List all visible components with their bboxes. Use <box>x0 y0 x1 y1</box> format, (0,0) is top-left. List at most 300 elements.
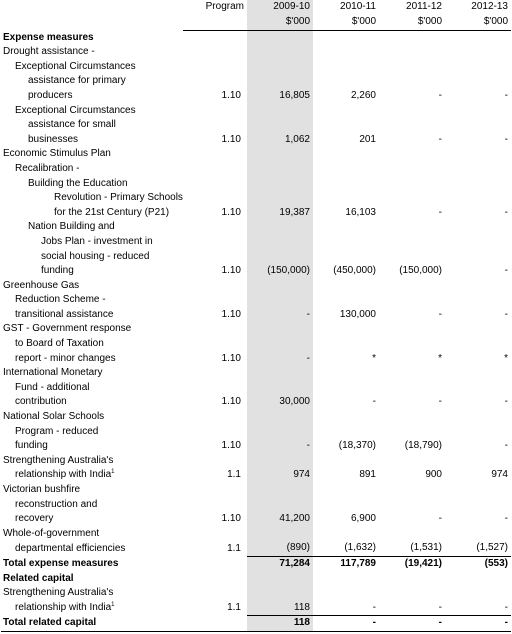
row-label <box>1 74 183 89</box>
row-value <box>313 293 379 308</box>
table-row <box>1 133 511 148</box>
row-value <box>445 483 511 498</box>
row-value <box>313 30 379 45</box>
row-label <box>1 235 183 250</box>
row-value <box>379 104 445 119</box>
row-value <box>247 104 313 119</box>
row-value: (890) <box>247 541 313 556</box>
table-row <box>1 60 511 75</box>
table-body <box>1 30 511 631</box>
table-row <box>1 74 511 89</box>
row-program: 1.10 <box>221 440 241 452</box>
row-label-text: International Monetary <box>3 367 103 379</box>
row-value: 19,387 <box>247 206 313 221</box>
row-value <box>445 30 511 45</box>
row-value <box>379 454 445 469</box>
row-label-text: Jobs Plan - investment in <box>41 235 153 247</box>
row-value <box>379 572 445 587</box>
row-value <box>313 279 379 294</box>
row-value <box>313 572 379 587</box>
row-value <box>379 147 445 162</box>
row-label-text: Whole-of-government <box>3 527 100 539</box>
row-value <box>313 586 379 601</box>
row-label-text: relationship with India <box>15 602 112 614</box>
row-program <box>183 235 247 250</box>
row-value <box>379 425 445 440</box>
row-value <box>313 366 379 381</box>
row-label <box>1 439 183 454</box>
row-label <box>1 454 183 469</box>
row-value: 41,200 <box>247 512 313 527</box>
row-value <box>247 30 313 45</box>
header-program-unit <box>183 15 247 30</box>
table-row <box>1 586 511 601</box>
row-value: 974 <box>491 469 508 481</box>
row-value: (553) <box>445 556 511 571</box>
table-row <box>1 337 511 352</box>
row-program <box>183 410 247 425</box>
row-value: 30,000 <box>247 395 313 410</box>
row-value <box>445 191 511 206</box>
row-program: 1.1 <box>227 542 241 554</box>
row-label-text: Revolution - Primary Schools <box>54 192 183 204</box>
row-label-text: funding <box>41 265 74 277</box>
row-label <box>1 177 183 192</box>
row-value: 118 <box>247 616 313 632</box>
row-value <box>313 220 379 235</box>
row-value <box>247 572 313 587</box>
row-program <box>183 45 247 60</box>
row-value <box>379 381 445 396</box>
row-program <box>183 30 247 45</box>
table-row <box>1 527 511 542</box>
row-value <box>247 250 313 265</box>
row-program <box>183 250 247 265</box>
row-label <box>1 322 183 337</box>
row-value <box>379 118 445 133</box>
row-label-text: producers <box>28 89 73 101</box>
row-value: 900 <box>425 469 442 481</box>
table-row <box>1 541 511 556</box>
row-label <box>1 220 183 235</box>
row-value <box>313 74 379 89</box>
row-label <box>1 308 183 323</box>
row-value: (150,000) <box>399 265 442 277</box>
row-value <box>247 147 313 162</box>
row-value <box>313 45 379 60</box>
row-value: - <box>504 601 508 613</box>
row-value <box>445 293 511 308</box>
row-value <box>379 498 445 513</box>
table-row <box>1 425 511 440</box>
row-value <box>247 162 313 177</box>
row-value: 201 <box>359 133 376 145</box>
row-label-text: assistance for primary <box>28 75 126 87</box>
row-value <box>379 235 445 250</box>
row-value <box>379 337 445 352</box>
row-label-text: to Board of Taxation <box>15 338 104 350</box>
row-program <box>183 483 247 498</box>
row-value <box>247 45 313 60</box>
row-value <box>445 527 511 542</box>
row-program <box>183 454 247 469</box>
table-row <box>1 162 511 177</box>
row-value <box>313 118 379 133</box>
row-value <box>313 235 379 250</box>
row-value <box>247 322 313 337</box>
row-value <box>313 527 379 542</box>
row-value <box>445 45 511 60</box>
table-row <box>1 177 511 192</box>
row-value <box>379 177 445 192</box>
row-program <box>183 104 247 119</box>
row-value <box>313 498 379 513</box>
row-value <box>445 322 511 337</box>
row-label <box>1 425 183 440</box>
row-value: * <box>438 352 442 364</box>
row-program: 1.10 <box>221 133 241 145</box>
row-label <box>1 337 183 352</box>
row-program <box>183 322 247 337</box>
row-value <box>379 527 445 542</box>
row-label <box>1 352 183 367</box>
row-value <box>313 250 379 265</box>
row-value <box>313 337 379 352</box>
row-value: - <box>247 439 313 454</box>
row-value <box>313 162 379 177</box>
table-row <box>1 322 511 337</box>
row-value <box>445 147 511 162</box>
row-program <box>183 425 247 440</box>
table-row <box>1 454 511 469</box>
table-row <box>1 601 511 616</box>
row-label <box>1 162 183 177</box>
row-value <box>247 381 313 396</box>
row-label <box>1 395 183 410</box>
row-value: 16,103 <box>345 206 376 218</box>
row-value <box>379 45 445 60</box>
row-program: 1.10 <box>221 308 241 320</box>
row-value <box>445 118 511 133</box>
table-row <box>1 89 511 104</box>
table-row <box>1 250 511 265</box>
row-program <box>183 118 247 133</box>
header-unit: $'000 <box>379 15 445 30</box>
header-program: Program <box>205 1 244 13</box>
row-label <box>1 104 183 119</box>
table-row <box>1 395 511 410</box>
row-value <box>313 483 379 498</box>
table-row <box>1 483 511 498</box>
row-value: - <box>438 513 442 525</box>
row-label-text: Economic Stimulus Plan <box>3 148 111 160</box>
row-value: - <box>438 396 442 408</box>
row-program <box>183 293 247 308</box>
row-label-text: Recalibration - <box>15 162 80 174</box>
row-value: (1,531) <box>410 542 442 554</box>
header-row-years <box>1 0 511 15</box>
row-value <box>247 586 313 601</box>
row-value <box>445 162 511 177</box>
row-label-text: Building the Education <box>28 177 128 189</box>
row-value <box>379 30 445 45</box>
row-value <box>247 337 313 352</box>
row-label <box>1 30 183 45</box>
table-row <box>1 104 511 119</box>
row-label <box>1 586 183 601</box>
row-value <box>247 60 313 75</box>
row-program: 1.1 <box>227 469 241 481</box>
row-value: (1,632) <box>344 542 376 554</box>
row-value <box>247 235 313 250</box>
row-label-text: Strengthening Australia's <box>3 454 114 466</box>
row-label-text: relationship with India <box>15 469 112 481</box>
row-value <box>379 162 445 177</box>
row-value: (450,000) <box>333 265 376 277</box>
row-value <box>445 74 511 89</box>
row-value: * <box>504 352 508 364</box>
row-value <box>313 191 379 206</box>
row-label-text: funding <box>15 440 48 452</box>
table-row <box>1 556 511 571</box>
row-value <box>247 191 313 206</box>
row-value <box>313 425 379 440</box>
row-value <box>445 177 511 192</box>
row-label-text: Expense measures <box>3 31 94 43</box>
row-value: 118 <box>247 601 313 616</box>
row-label-text: for the 21st Century (P21) <box>54 206 170 218</box>
row-value <box>247 293 313 308</box>
row-value <box>445 366 511 381</box>
row-value <box>445 586 511 601</box>
table-row <box>1 293 511 308</box>
row-value <box>313 104 379 119</box>
row-label-text: GST - Government response <box>3 323 132 335</box>
row-program <box>183 527 247 542</box>
row-value <box>379 293 445 308</box>
table-row <box>1 206 511 221</box>
footnote-marker: 1 <box>111 469 115 476</box>
row-label-text: report - minor changes <box>15 352 116 364</box>
row-value <box>313 177 379 192</box>
row-value <box>379 366 445 381</box>
table-row <box>1 45 511 60</box>
row-value <box>247 454 313 469</box>
row-program <box>183 337 247 352</box>
row-program: 1.10 <box>221 513 241 525</box>
table-row <box>1 381 511 396</box>
row-value <box>379 586 445 601</box>
header-year: 2011-12 <box>406 1 442 13</box>
row-value: - <box>504 265 508 277</box>
row-program <box>183 147 247 162</box>
row-value <box>247 220 313 235</box>
row-value <box>445 60 511 75</box>
row-value <box>445 498 511 513</box>
table-row <box>1 235 511 250</box>
row-label <box>1 483 183 498</box>
table-row <box>1 279 511 294</box>
row-label-text: reconstruction and <box>15 498 98 510</box>
row-label-text: Related capital <box>3 572 74 584</box>
row-value <box>247 498 313 513</box>
row-value <box>379 483 445 498</box>
row-value: - <box>438 206 442 218</box>
row-value: - <box>438 133 442 145</box>
row-value <box>379 279 445 294</box>
table-row <box>1 264 511 279</box>
row-label <box>1 60 183 75</box>
row-label-text: businesses <box>28 133 79 145</box>
row-value <box>379 191 445 206</box>
row-program: 1.10 <box>221 352 241 364</box>
row-label <box>1 468 183 483</box>
row-value: - <box>438 601 442 613</box>
row-value: - <box>372 601 376 613</box>
row-value: - <box>504 440 508 452</box>
row-value: 71,284 <box>247 556 313 571</box>
row-value <box>379 74 445 89</box>
row-label <box>1 264 183 279</box>
row-label <box>1 381 183 396</box>
table-row <box>1 352 511 367</box>
row-value: - <box>379 616 445 632</box>
row-value <box>445 381 511 396</box>
row-label <box>1 410 183 425</box>
row-value: (150,000) <box>247 264 313 279</box>
table-row <box>1 572 511 587</box>
header-year: 2009-10 <box>247 0 313 15</box>
row-label <box>1 206 183 221</box>
row-value: - <box>372 396 376 408</box>
row-program <box>183 74 247 89</box>
row-value: * <box>372 352 376 364</box>
row-value <box>445 337 511 352</box>
row-program: 1.1 <box>227 602 241 614</box>
row-label-text: contribution <box>15 396 67 408</box>
row-value <box>445 235 511 250</box>
row-label-text: Program - reduced <box>15 425 99 437</box>
row-value: 6,900 <box>350 513 376 525</box>
row-label-text: transitional assistance <box>15 308 114 320</box>
row-label <box>1 133 183 148</box>
footnote-marker: 1 <box>111 602 115 609</box>
row-label <box>1 147 183 162</box>
header-unit: $'000 <box>313 15 379 30</box>
table-row <box>1 220 511 235</box>
table-row <box>1 410 511 425</box>
row-label-text: Reduction Scheme - <box>15 294 106 306</box>
row-value <box>247 425 313 440</box>
row-label-text: recovery <box>15 513 54 525</box>
header-label-cell <box>1 15 183 30</box>
row-value: 891 <box>359 469 376 481</box>
row-label-text: Exceptional Circumstances <box>15 104 136 116</box>
row-value <box>445 279 511 294</box>
row-value: 2,260 <box>350 89 376 101</box>
row-value <box>313 60 379 75</box>
row-label <box>1 601 183 616</box>
row-value <box>247 118 313 133</box>
row-value <box>247 527 313 542</box>
header-unit: $'000 <box>445 15 511 30</box>
row-value <box>247 410 313 425</box>
row-value <box>379 410 445 425</box>
row-label <box>1 616 183 632</box>
row-program <box>183 366 247 381</box>
row-value <box>313 322 379 337</box>
row-value: 16,805 <box>247 89 313 104</box>
row-value: - <box>313 616 379 632</box>
row-label <box>1 191 183 206</box>
row-label-text: Fund - additional <box>15 381 90 393</box>
row-value <box>379 60 445 75</box>
row-value: - <box>504 133 508 145</box>
row-value <box>445 104 511 119</box>
row-value <box>445 250 511 265</box>
row-program: 1.10 <box>221 89 241 101</box>
row-label-text: Strengthening Australia's <box>3 587 114 599</box>
table-row <box>1 498 511 513</box>
table-row <box>1 191 511 206</box>
row-label-text: Exceptional Circumstances <box>15 60 136 72</box>
header-unit: $'000 <box>247 15 313 30</box>
row-program <box>183 220 247 235</box>
row-value <box>247 483 313 498</box>
row-label-text: Victorian bushfire <box>3 484 81 495</box>
row-label <box>1 541 183 556</box>
row-program <box>183 60 247 75</box>
row-value <box>379 322 445 337</box>
row-label-text: departmental efficiencies <box>15 542 126 554</box>
row-value <box>247 177 313 192</box>
row-value: - <box>438 308 442 320</box>
row-program <box>183 177 247 192</box>
row-label <box>1 527 183 542</box>
row-label <box>1 293 183 308</box>
row-label <box>1 279 183 294</box>
row-value <box>313 454 379 469</box>
header-year: 2010-11 <box>340 1 376 13</box>
row-value: 117,789 <box>313 556 379 571</box>
row-value: - <box>504 308 508 320</box>
row-program <box>183 586 247 601</box>
row-label <box>1 250 183 265</box>
table-row <box>1 439 511 454</box>
row-program <box>183 498 247 513</box>
row-program <box>183 556 247 571</box>
row-label <box>1 89 183 104</box>
header-row-units <box>1 15 511 30</box>
table-row <box>1 30 511 45</box>
row-program <box>183 381 247 396</box>
row-label <box>1 512 183 527</box>
table-row <box>1 147 511 162</box>
header-year: 2012-13 <box>471 1 508 13</box>
table-row <box>1 118 511 133</box>
row-value <box>379 250 445 265</box>
row-value: - <box>445 616 511 632</box>
row-label-text: Nation Building and <box>28 221 115 233</box>
row-value: - <box>504 206 508 218</box>
row-label <box>1 366 183 381</box>
row-label-text: National Solar Schools <box>3 411 105 423</box>
row-label-text: Drought assistance - <box>3 46 95 58</box>
row-value: - <box>247 352 313 367</box>
expense-measures-table <box>1 0 511 632</box>
row-value: (19,421) <box>379 556 445 571</box>
row-value: - <box>247 308 313 323</box>
